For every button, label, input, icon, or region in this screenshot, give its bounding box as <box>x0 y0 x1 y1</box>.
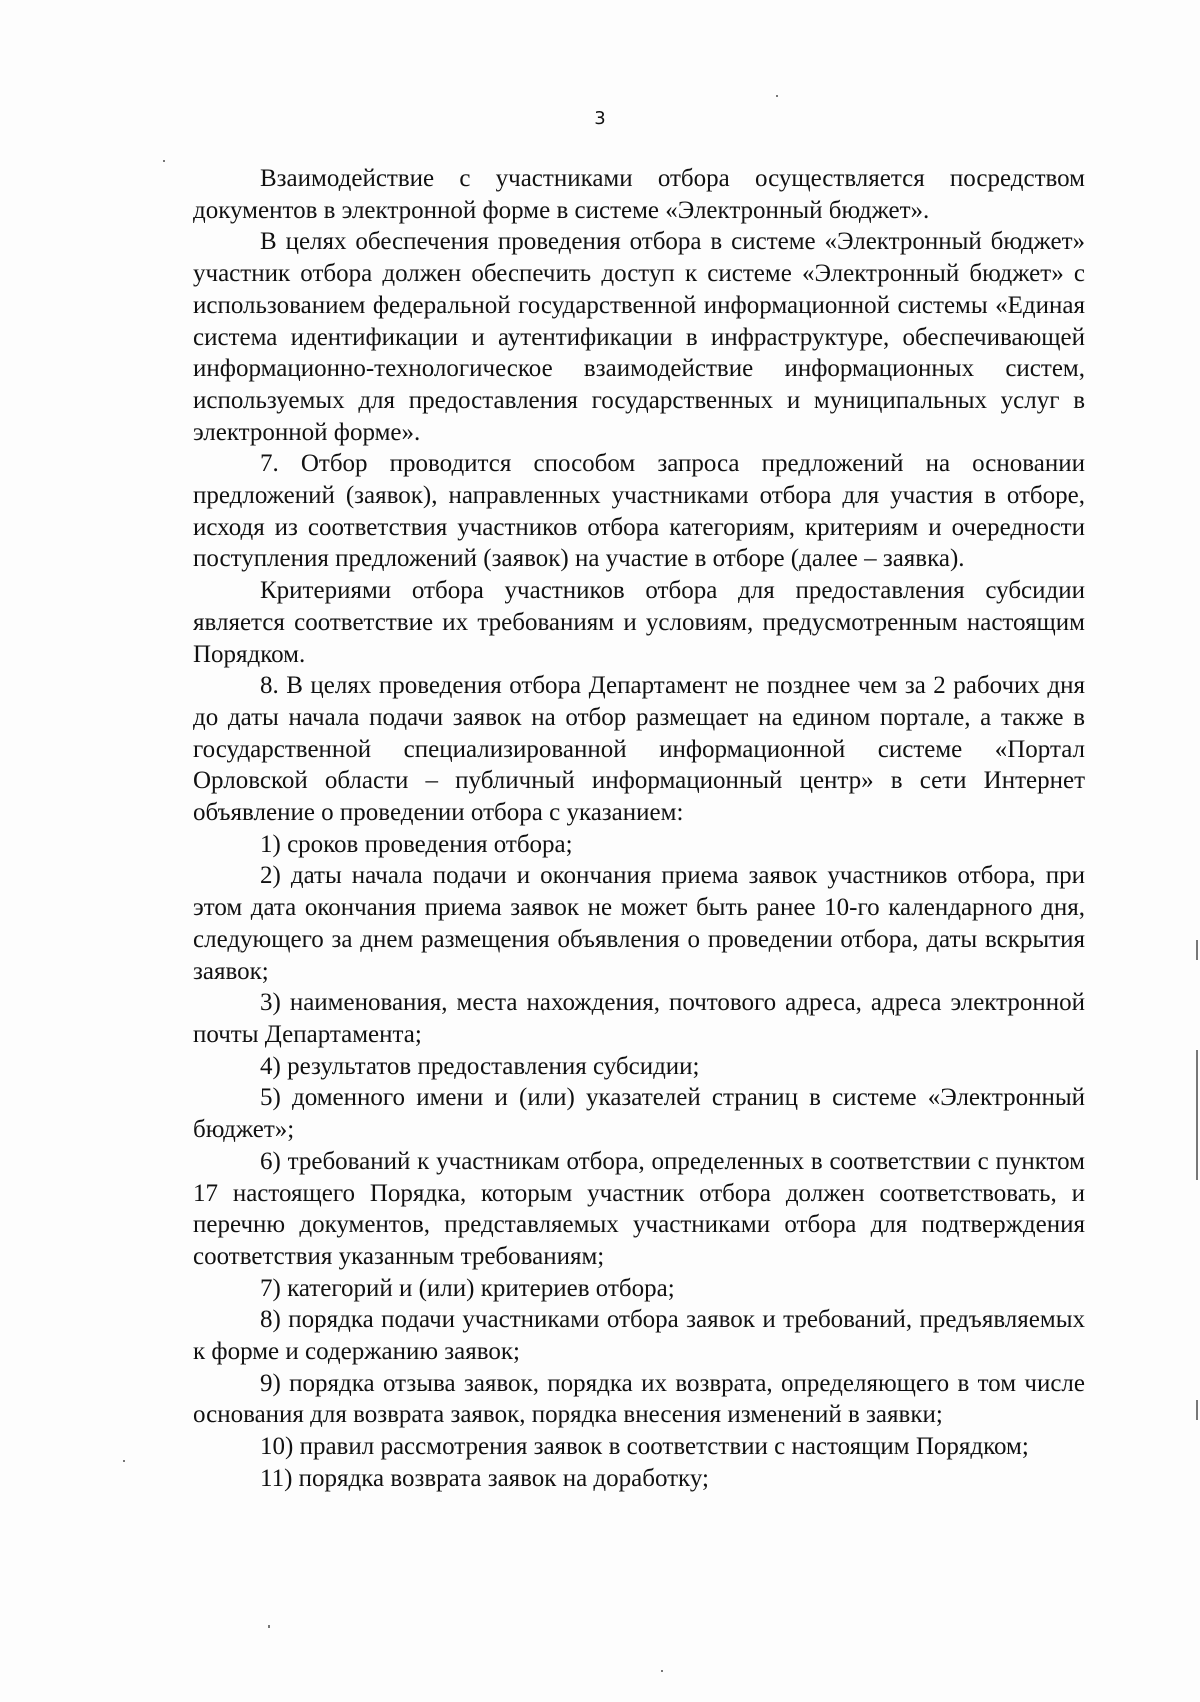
scan-speck <box>1196 1400 1198 1420</box>
document-body <box>193 163 1085 1495</box>
list-item: 3) наименования, места нахождения, почтового адреса, адреса электронной почты Департамента; <box>193 989 1085 1048</box>
list-item: 1) сроков проведения отбора; <box>260 830 573 858</box>
list-item: 10) правил рассмотрения заявок в соответствии с настоящим Порядком; <box>260 1433 1029 1461</box>
list-item: 9) порядка отзыва заявок, порядка их возврата, определяющего в том числе основания для возврата заявок, порядка внесения изменений в заявки; <box>193 1369 1085 1429</box>
paragraph: Критериями отбора участников отбора для предоставления субсидии является соответствие их требованиям и условиям, предусмотренным настоящим Порядком. <box>193 577 1085 668</box>
paragraph: Взаимодействие с участниками отбора осуществляется посредством документов в электронной форме в системе «Электронный бюджет». <box>193 165 1085 224</box>
page-number: 3 <box>594 108 606 129</box>
scan-speck <box>1196 940 1198 960</box>
list-item: 2) даты начала подачи и окончания приема заявок участников отбора, при этом дата окончания приема заявок не может быть ранее 10-го календарного дня, следующего за днем размещения объявления о проведении отбора, даты вскрытия заявок; <box>193 862 1085 985</box>
scan-speck <box>163 160 165 162</box>
scan-speck <box>776 95 778 97</box>
scan-speck <box>661 1670 663 1672</box>
paragraph: 7. Отбор проводится способом запроса предложений на основании предложений (заявок), направленных участниками отбора для участия в отборе, исходя из соответствия участников отбора категориям, критериям и очередности поступления предложений (заявок) на участие в отборе (далее – заявка). <box>193 450 1085 573</box>
scan-speck <box>268 1625 270 1628</box>
paragraph: 8. В целях проведения отбора Департамент не позднее чем за 2 рабочих дня до даты начала подачи заявок на отбор размещает на едином портале, а также в государственной специализированной информационной системе «Портал Орловской области – публичный информационный центр» в сети Интернет объявление о проведении отбора с указанием: <box>193 672 1085 827</box>
scan-speck <box>123 1460 125 1462</box>
list-item: 8) порядка подачи участниками отбора заявок и требований, предъявляемых к форме и содержанию заявок; <box>193 1306 1085 1366</box>
scan-edge-mark <box>1196 1050 1198 1180</box>
paragraph: В целях обеспечения проведения отбора в системе «Электронный бюджет» участник отбора должен обеспечить доступ к системе «Электронный бюджет» с использованием федеральной государственной информационной системы «Единая система идентификации и аутентификации в инфраструктуре, обеспечивающей информационно-технологическое взаимодействие информационных систем, используемых для предоставления государственных и муниципальных услуг в электронной форме». <box>193 228 1085 446</box>
list-item: 5) доменного имени и (или) указателей страниц в системе «Электронный бюджет»; <box>193 1084 1085 1144</box>
list-item: 6) требований к участникам отбора, определенных в соответствии с пунктом 17 настоящего Порядка, которым участник отбора должен соответствовать, и перечню документов, представляемых участниками отбора для подтверждения соответствия указанным требованиям; <box>193 1147 1085 1270</box>
list-item: 4) результатов предоставления субсидии; <box>260 1052 700 1080</box>
list-item: 11) порядка возврата заявок на доработку; <box>260 1464 709 1492</box>
list-item: 7) категорий и (или) критериев отбора; <box>260 1274 675 1302</box>
